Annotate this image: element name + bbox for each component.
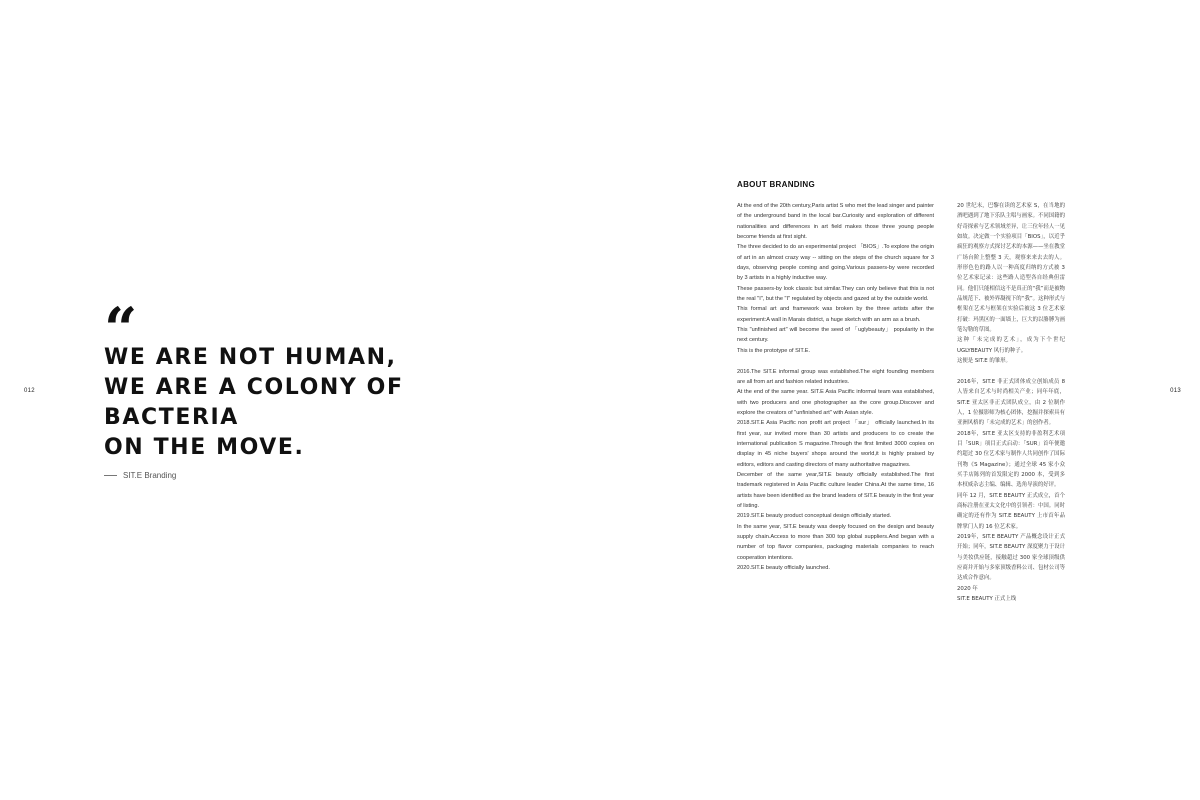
headline-quote [104,343,404,463]
paragraph-gap [737,356,934,366]
headline-line: WE ARE A COLONY OF [104,375,404,400]
chinese-text-column [957,201,1065,604]
paragraph: 2018.SIT.E Asia Pacific non profit art project 「sur」 officially launched.In its first year, sur invited more than 30 artists and producers to co create the international publication S magazine.Through the first limited 3000 copies on display in 45 niche buyers' shops around the world,it is highly praised by editors, editors and casting directors of many authoritative magazines. [737,420,934,468]
paragraph: This formal art and framework was broken by the three artists after the experiment:A wall in Marais district, a huge sketch with an arm as a brush. [737,306,934,323]
paragraph: 这便是 SIT.E 的雏形。 [957,358,1011,365]
paragraph: 2019年，SIT.E BEAUTY 产品概念设计正式开始；同年，SIT.E BEAUTY 深度聚力于设计与美妆供应链，接触超过 300 家全球顶级供应商并开始与多家顶级香料公司、包材公司等达成合作意向。 [957,534,1065,582]
paragraph: This is the prototype of SIT.E. [737,347,811,354]
paragraph: 同年 12 月，SIT.E BEAUTY 正式成立，首个商标注册在亚太文化中的引领者：中国。同时确定的还有作为 SIT.E BEAUTY 上市首年品牌掌门人的 16 位艺术家。 [957,492,1065,530]
paragraph: 2020 年 [957,585,978,592]
paragraph: 20 世纪末，巴黎在读的艺术家 S，在当地的酒吧遇到了地下乐队主唱与画家。不同国籍的好奇探索与艺术领域差异，让三位年轻人一见如故。决定做一个实验项目「BIOS」，以近乎疯狂的观察方式探讨艺术的本源——坐在教堂广场台阶上整整 3 天，观察来来去去的人。形形色色的路人以一种高度归纳的方式被 3 位艺术家记录：这些路人造型各自经典但雷同。他们只能相信这不是真正的“我”而是被物品规范下、被外界凝视下的“我”。这种形式与框架在艺术与框架在实验后被这 3 位艺术家打破：玛黑区的一面墙上，巨大的以胳膊为画笔勾勒的草图。 [957,203,1066,334]
paragraph: The three decided to do an experimental project 「BIOS」.To explore the origin of art in an almost crazy way -- sitting on the steps of the church square for 3 days, observing people coming and going.Various passers-by were recorded by 3 artists in a highly inductive way. [737,244,934,282]
paragraph: These passers-by look classic but similar.They can only believe that this is not the real "I", but the "I" regulated by objects and gazed at by the outside world. [737,285,934,303]
paragraph: This "unfinished art" will become the seed of 「uglybeauty」 popularity in the next century. [737,327,934,344]
quote-attribution [104,471,176,480]
paragraph: December of the same year,SIT.E beauty officially established.The first trademark registered in Asia Pacific culture leader China.At the same time, 16 artists have been identified as the brand leaders of SIT.E beauty in the first year of listing. [737,471,934,509]
paragraph: 2018年，SIT.E 亚太区支持的非盈利艺术项目「SUR」项目正式启动：「SUR」首年便邀约超过 30 位艺术家与制作人共同创作了国际刊物《S Magazine》；通过全球 45 家小众买手店陈列的首发限定的 2000 本，受到多本权威杂志主编、编辑、选角导演的好评。 [957,430,1065,489]
headline-line: ON THE MOVE. [104,435,305,460]
section-title: ABOUT BRANDING [737,180,815,189]
attribution-dash [104,475,117,476]
page-number-right: 013 [1170,388,1181,394]
paragraph: SIT.E BEAUTY 正式上线 [957,596,1017,603]
paragraph: At the end of the same year. SIT.E Asia Pacific informal team was established, with two producers and one photographer as the core group.Discover and explore the creators of "unfinished art" with Asian style. [737,389,934,416]
paragraph: 这种「未完成的艺术」，成为下个世纪UGLYBEAUTY 风行的种子。 [957,337,1065,354]
paragraph: 2016.The SIT.E informal group was established.The eight founding members are all from art and fashion related industries. [737,368,934,385]
paragraph: 2019.SIT.E beauty product conceptual design officially started. [737,513,892,520]
headline-line: WE ARE NOT HUMAN, [104,345,397,370]
headline-line: BACTERIA [104,405,239,430]
paragraph: At the end of the 20th century,Paris artist S who met the lead singer and painter of the underground band in the local bar.Curiosity and exploration of different nationalities and differences in art field makes those three young people become friends at first sight. [737,203,934,241]
paragraph: In the same year, SIT.E beauty was deeply focused on the design and beauty supply chain.Access to more than 300 top global suppliers.And began with a number of top flavor companies, packaging materials companies to reach cooperation intentions. [737,523,934,561]
paragraph: 2016年，SIT.E 非正式团体成立创始成员 8 人皆来自艺术与时尚相关产业；同年年底，SIT.E 亚太区非正式团队成立，由 2 位制作人，1 位摄影师为核心团体，挖掘并探索具有亚洲风格的「未完成的艺术」的创作者。 [957,378,1065,427]
quote-mark-icon: “ [104,295,134,363]
paragraph: 2020.SIT.E beauty officially launched. [737,565,830,572]
paragraph-gap [957,367,1065,377]
page-number-left: 012 [24,388,35,394]
attribution-text: SIT.E Branding [123,471,177,480]
english-text-column [737,201,934,573]
